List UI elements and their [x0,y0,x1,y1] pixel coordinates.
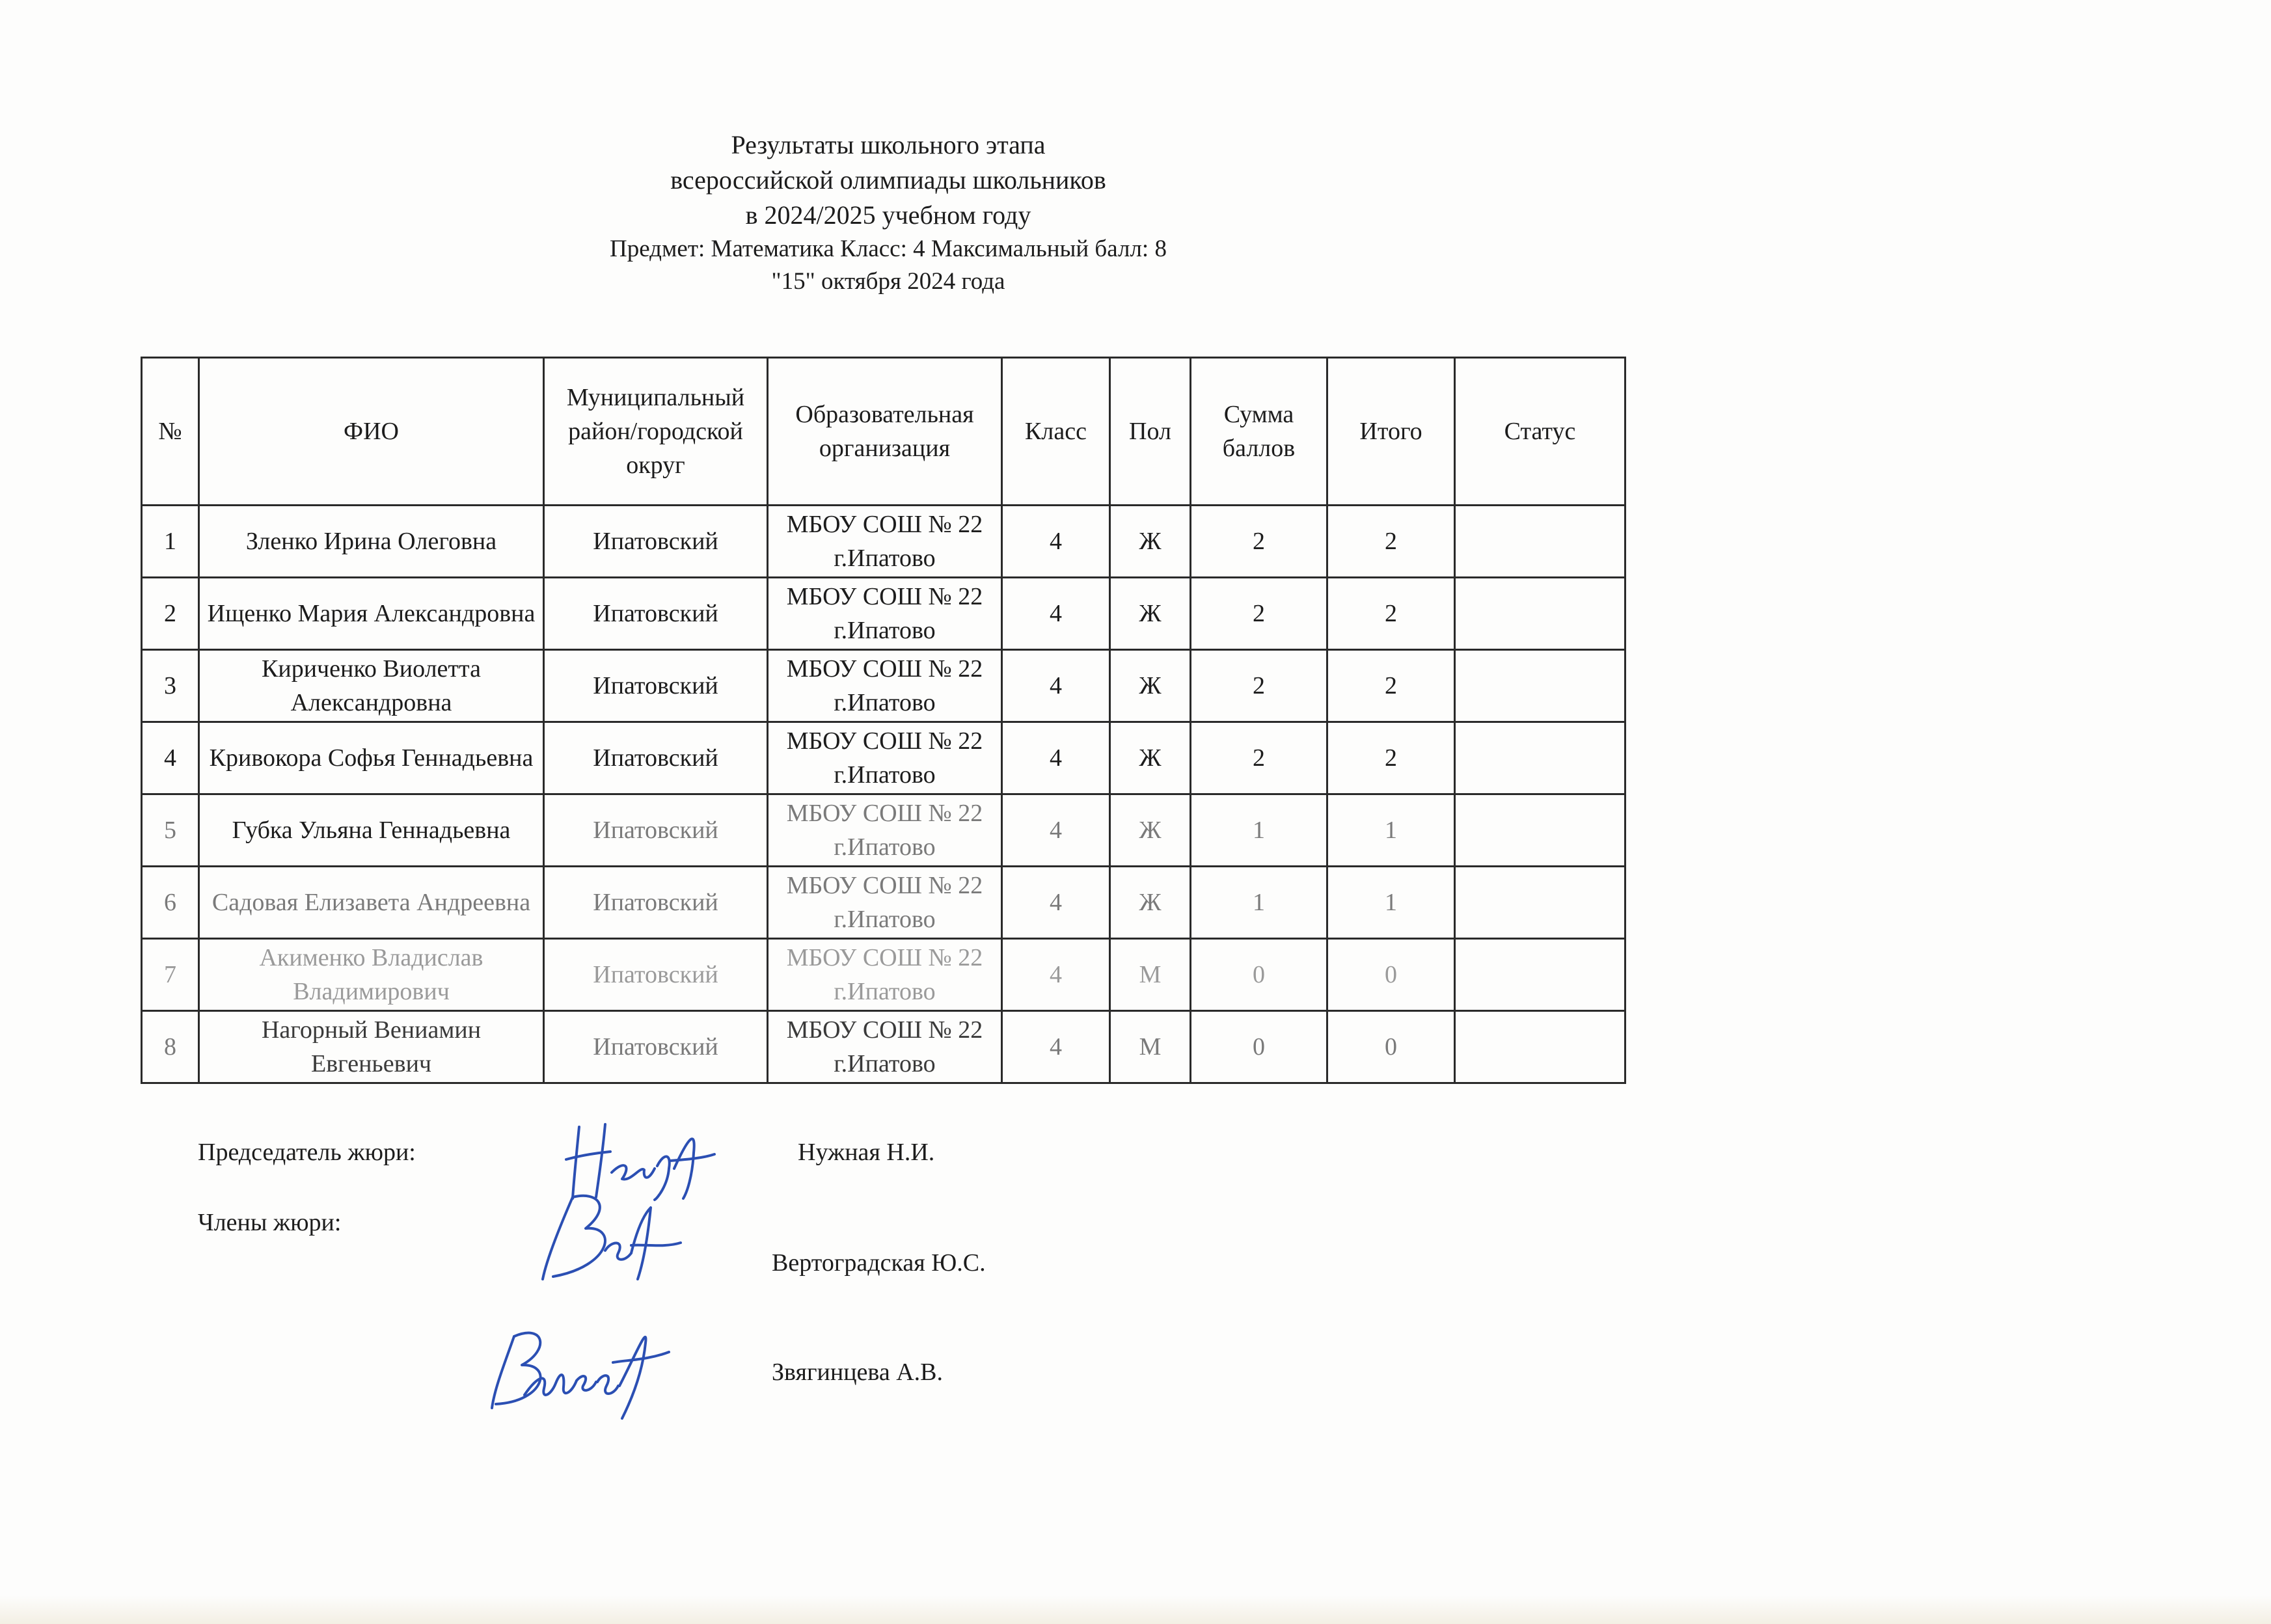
cell-gender: Ж [1110,722,1191,794]
cell-total: 2 [1327,578,1455,650]
cell-gender: Ж [1110,650,1191,722]
col-header-status: Статус [1455,358,1625,506]
cell-status [1455,867,1625,939]
cell-score-sum: 1 [1191,794,1327,867]
cell-total: 2 [1327,650,1455,722]
cell-district: Ипатовский [544,939,768,1011]
jury-members-label: Члены жюри: [198,1209,342,1236]
cell-score-sum: 2 [1191,506,1327,578]
cell-gender: М [1110,1011,1191,1083]
table-row [142,578,1625,650]
cell-status [1455,578,1625,650]
member-1-signature [534,1188,683,1286]
cell-status [1455,650,1625,722]
jury-member-1-name: Вертоградская Ю.С. [772,1249,986,1277]
cell-org: МБОУ СОШ № 22 г.Ипатово [768,939,1002,1011]
cell-status [1455,794,1625,867]
cell-score-sum: 0 [1191,1011,1327,1083]
cell-num: 8 [142,1011,199,1083]
cell-name: Кривокора Софья Геннадьевна [199,722,544,794]
table-row [142,939,1625,1011]
table-row [142,650,1625,722]
cell-name: Нагорный Вениамин Евгеньевич [199,1011,544,1083]
cell-num: 1 [142,506,199,578]
cell-district: Ипатовский [544,867,768,939]
table-header-row [142,358,1625,506]
title-line-2: всероссийской олимпиады школьников [670,165,1106,195]
cell-name: Садовая Елизавета Андреевна [199,867,544,939]
cell-num: 7 [142,939,199,1011]
cell-name: Зленко Ирина Олеговна [199,506,544,578]
cell-score-sum: 2 [1191,578,1327,650]
cell-grade: 4 [1002,578,1110,650]
col-header-gender: Пол [1110,358,1191,506]
cell-status [1455,939,1625,1011]
cell-status [1455,1011,1625,1083]
col-header-total: Итого [1327,358,1455,506]
cell-score-sum: 2 [1191,650,1327,722]
col-header-score-sum: Сумма баллов [1191,358,1327,506]
member-2-signature [485,1310,674,1421]
cell-district: Ипатовский [544,794,768,867]
table-row [142,722,1625,794]
cell-name: Акименко Владислав Владимирович [199,939,544,1011]
cell-district: Ипатовский [544,506,768,578]
col-header-district: Муниципальный район/городской округ [544,358,768,506]
cell-num: 5 [142,794,199,867]
subject-line: Предмет: Математика Класс: 4 Максимальный балл: 8 [610,236,1167,262]
jury-chair-name: Нужная Н.И. [798,1139,935,1166]
cell-org: МБОУ СОШ № 22 г.Ипатово [768,867,1002,939]
cell-status [1455,506,1625,578]
cell-num: 4 [142,722,199,794]
cell-name: Ищенко Мария Александровна [199,578,544,650]
cell-grade: 4 [1002,1011,1110,1083]
cell-district: Ипатовский [544,578,768,650]
cell-org: МБОУ СОШ № 22 г.Ипатово [768,578,1002,650]
cell-grade: 4 [1002,867,1110,939]
cell-total: 2 [1327,506,1455,578]
cell-grade: 4 [1002,939,1110,1011]
cell-num: 6 [142,867,199,939]
cell-score-sum: 0 [1191,939,1327,1011]
title-line-3: в 2024/2025 учебном году [745,200,1031,230]
cell-district: Ипатовский [544,650,768,722]
cell-num: 2 [142,578,199,650]
cell-district: Ипатовский [544,722,768,794]
cell-total: 1 [1327,794,1455,867]
cell-org: МБОУ СОШ № 22 г.Ипатово [768,722,1002,794]
cell-gender: Ж [1110,867,1191,939]
cell-grade: 4 [1002,794,1110,867]
table-row [142,1011,1625,1083]
cell-total: 1 [1327,867,1455,939]
cell-grade: 4 [1002,722,1110,794]
cell-status [1455,722,1625,794]
col-header-num: № [142,358,199,506]
jury-chair-label: Председатель жюри: [198,1139,416,1166]
cell-total: 0 [1327,1011,1455,1083]
cell-score-sum: 2 [1191,722,1327,794]
cell-gender: Ж [1110,794,1191,867]
cell-total: 2 [1327,722,1455,794]
cell-gender: Ж [1110,506,1191,578]
cell-name: Губка Ульяна Геннадьевна [199,794,544,867]
results-table [141,357,1626,1084]
col-header-org: Образовательная организация [768,358,1002,506]
table-row [142,506,1625,578]
cell-num: 3 [142,650,199,722]
cell-score-sum: 1 [1191,867,1327,939]
table-row [142,794,1625,867]
cell-org: МБОУ СОШ № 22 г.Ипатово [768,794,1002,867]
jury-member-2-name: Звягинцева А.В. [772,1359,944,1386]
cell-name: Кириченко Виолетта Александровна [199,650,544,722]
title-line-1: Результаты школьного этапа [731,130,1046,159]
document-header [0,128,1776,298]
col-header-grade: Класс [1002,358,1110,506]
cell-org: МБОУ СОШ № 22 г.Ипатово [768,506,1002,578]
cell-total: 0 [1327,939,1455,1011]
cell-district: Ипатовский [544,1011,768,1083]
cell-grade: 4 [1002,650,1110,722]
date-line: "15" октября 2024 года [771,268,1005,295]
cell-org: МБОУ СОШ № 22 г.Ипатово [768,650,1002,722]
table-row [142,867,1625,939]
col-header-name: ФИО [199,358,544,506]
cell-grade: 4 [1002,506,1110,578]
cell-org: МБОУ СОШ № 22 г.Ипатово [768,1011,1002,1083]
cell-gender: Ж [1110,578,1191,650]
cell-gender: М [1110,939,1191,1011]
